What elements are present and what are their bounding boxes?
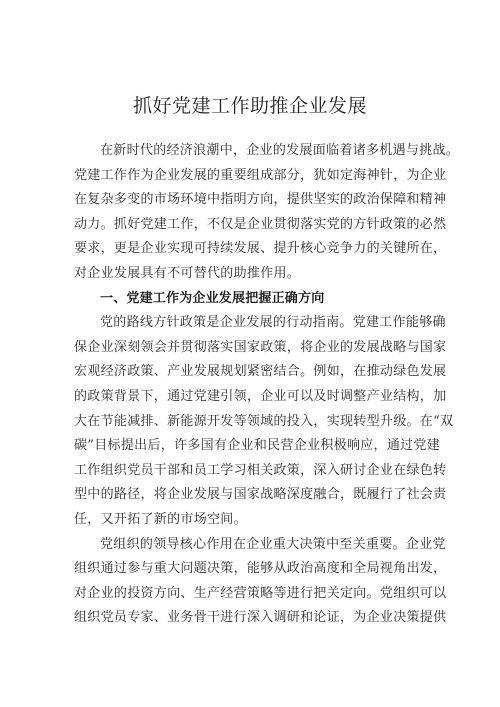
paragraph-line: 在复杂多变的市场环境中指明方向，提供坚实的政治保障和精神 bbox=[74, 192, 447, 208]
paragraph-line: 组织党员专家、业务骨干进行深入调研和论证，为企业决策提供 bbox=[74, 610, 447, 626]
paragraph-line: 对企业发展具有不可替代的助推作用。 bbox=[74, 265, 301, 281]
paragraph-line: 保企业深刻领会并贯彻落实国家政策，将企业的发展战略与国家 bbox=[74, 339, 447, 355]
paragraph-line: 型中的路径，将企业发展与国家战略深度融合，既履行了社会责 bbox=[74, 487, 447, 503]
paragraph-line: 碳”目标提出后，许多国有企业和民营企业积极响应，通过党建 bbox=[74, 438, 441, 454]
paragraph-line: 任，又开拓了新的市场空间。 bbox=[74, 511, 247, 527]
paragraph-line: 的政策背景下，通过党建引领，企业可以及时调整产业结构，加 bbox=[74, 388, 447, 404]
paragraph-line: 在新时代的经济浪潮中，企业的发展面临着诸多机遇与挑战。 bbox=[100, 143, 460, 158]
paragraph-line: 大在节能减排、新能源开发等领域的投入，实现转型升级。在“双 bbox=[74, 413, 454, 429]
paragraph-line: 动力。抓好党建工作，不仅是企业贯彻落实党的方针政策的必然 bbox=[74, 216, 447, 232]
paragraph-line: 要求，更是企业实现可持续发展、提升核心竞争力的关键所在， bbox=[74, 241, 447, 257]
paragraph-line: 宏观经济政策、产业发展规划紧密结合。例如，在推动绿色发展 bbox=[74, 364, 447, 380]
paragraph-line: 党的路线方针政策是企业发展的行动指南。党建工作能够确 bbox=[100, 315, 446, 331]
section-heading: 一、党建工作为企业发展把握正确方向 bbox=[100, 290, 325, 306]
paragraph-line: 工作组织党员干部和员工学习相关政策，深入研讨企业在绿色转 bbox=[74, 462, 447, 478]
document-body bbox=[74, 139, 460, 631]
paragraph-line: 对企业的投资方向、生产经营策略等进行把关定向。党组织可以 bbox=[74, 585, 447, 601]
paragraph-line: 党建工作作为企业发展的重要组成部分，犹如定海神针，为企业 bbox=[74, 167, 447, 183]
paragraph-line: 组织通过参与重大问题决策，能够从政治高度和全局视角出发， bbox=[74, 561, 447, 577]
document-title: 抓好党建工作助推企业发展 bbox=[132, 95, 367, 117]
paragraph-line: 党组织的领导核心作用在企业重大决策中至关重要。企业党 bbox=[100, 536, 446, 552]
